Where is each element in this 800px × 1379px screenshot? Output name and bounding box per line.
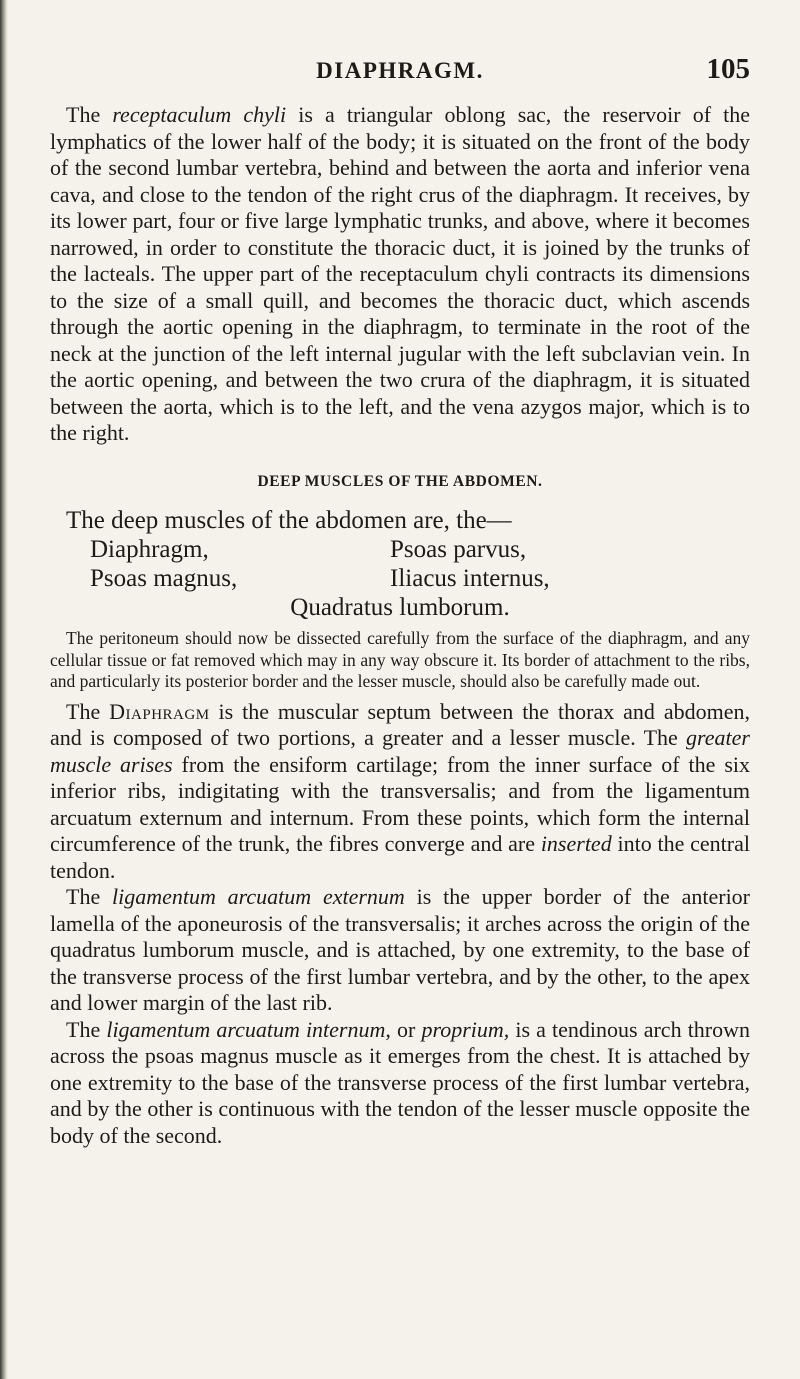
muscle-item: Iliacus internus, <box>390 565 550 592</box>
italic-term: greater muscle arises <box>50 725 750 777</box>
page-number: 105 <box>706 53 750 85</box>
italic-term: receptaculum chyli <box>112 102 287 127</box>
muscle-item: Quadratus lumborum. <box>290 594 510 621</box>
text-run: The <box>66 698 110 724</box>
page-binding-edge <box>0 0 8 1379</box>
text-run: or <box>390 1016 422 1042</box>
text-run: is the muscular septum between the thorax and abdomen, and is composed of two portions, a greater and a lesser muscle. The <box>50 698 750 750</box>
muscle-list-row <box>50 564 750 593</box>
muscle-item: Psoas parvus, <box>390 536 527 563</box>
muscle-item: Psoas magnus, <box>90 565 238 592</box>
muscle-list-row <box>50 535 750 564</box>
text-run: The <box>66 102 113 127</box>
text-run: is a tendinous arch thrown across the psoas magnus muscle as it emerges from the chest. It is attached by one extremity to the base of the transverse process of the first lumbar vertebra, and by the other is continuous with the tendon of the lesser muscle opposite the body of the second. <box>50 1016 751 1148</box>
muscle-list <box>50 506 750 622</box>
text-run: into the central tendon. <box>50 831 751 883</box>
section-heading: DEEP MUSCLES OF THE ABDOMEN. <box>257 472 543 490</box>
paragraph-receptaculum-chyli <box>50 102 750 447</box>
book-page <box>50 53 751 1149</box>
italic-term: ligamentum arcuatum internum, <box>106 1016 391 1042</box>
paragraph-ligamentum-internum <box>50 1017 750 1150</box>
italic-term: inserted <box>540 831 612 856</box>
italic-term: proprium, <box>421 1016 510 1042</box>
paragraph-diaphragm <box>50 699 750 885</box>
italic-term: ligamentum arcuatum externum <box>112 884 405 909</box>
text-run: The <box>66 884 112 909</box>
page-body <box>50 102 750 1149</box>
page-header <box>50 53 750 92</box>
paragraph-ligamentum-externum <box>50 884 750 1017</box>
text-run: is the upper border of the anterior lamella of the aponeurosis of the transversalis; it arches across the origin of the quadratus lumborum muscle, and is attached, by one extremity, to the base of the transverse process of the first lumbar vertebra, and by the other, to the apex and lower margin of the last rib. <box>50 884 751 1015</box>
small-caps-term: Diaphragm <box>109 698 210 724</box>
text-run: The <box>66 1016 107 1042</box>
muscle-item: Diaphragm, <box>90 536 209 563</box>
dissection-instruction: The peritoneum should now be dissected carefully from the surface of the diaphragm, and any cellular tissue or fat removed which may in any way obscure it. Its border of attachment to the ribs, and particularly its posterior border and the lesser muscle, should also be carefully made out. <box>50 628 750 691</box>
text-run: is a triangular oblong sac, the reservoir of the lymphatics of the lower half of the body; it is situated on the front of the body of the second lumbar vertebra, behind and between the aorta and inferior vena cava, and close to the tendon of the right crus of the diaphragm. It receives, by its lower part, four or five large lymphatic trunks, and above, where it becomes narrowed, in order to constitute the thoracic duct, it is joined by the trunks of the lacteals. The upper part of the receptaculum chyli contracts its dimensions to the size of a small quill, and becomes the thoracic duct, which ascends through the aortic opening in the diaphragm, to terminate in the root of the neck at the junction of the left internal jugular with the left subclavian vein. In the aortic opening, and between the two crura of the diaphragm, it is situated between the aorta, which is to the left, and the vena azygos major, which is to the right. <box>50 102 750 445</box>
text-run: from the ensiform cartilage; from the inner surface of the six inferior ribs, indigitating with the transversalis; and from the ligamentum arcuatum externum and internum. From these points, which form the internal circumference of the trunk, the fibres converge and are <box>50 751 750 856</box>
muscle-list-intro: The deep muscles of the abdomen are, the— <box>66 507 512 534</box>
running-title: DIAPHRAGM. <box>316 58 484 83</box>
